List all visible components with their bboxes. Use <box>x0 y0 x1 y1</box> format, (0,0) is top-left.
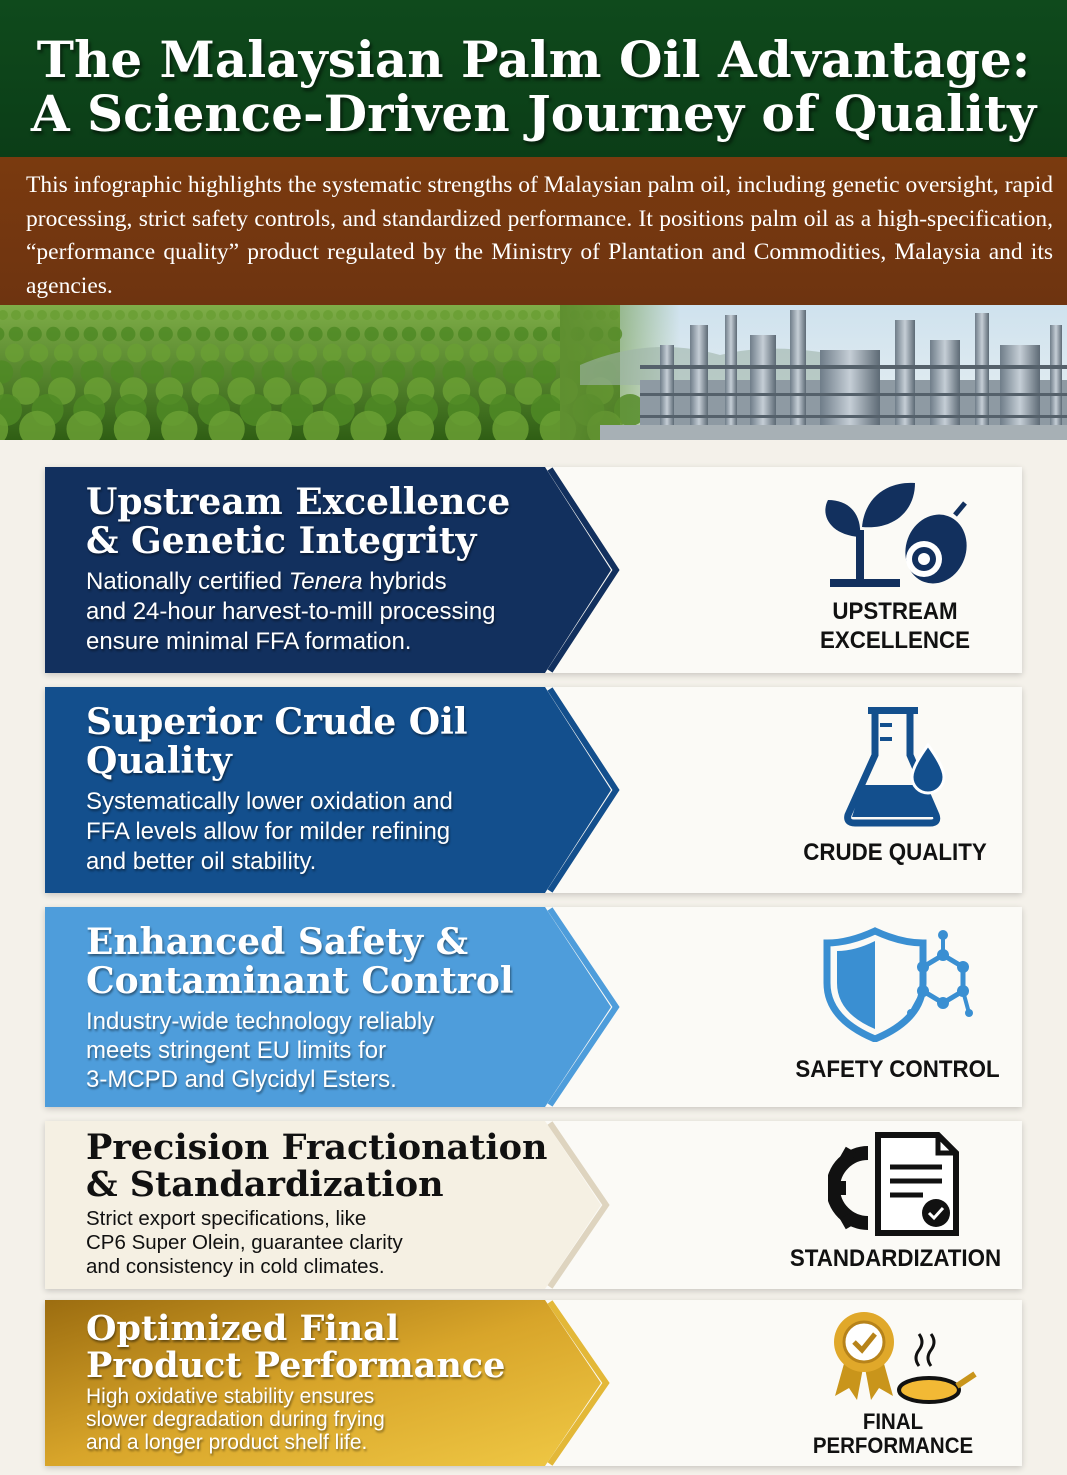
label-line-1: FINAL <box>862 1409 924 1434</box>
palm-tree-shape <box>201 344 220 363</box>
palm-tree-shape <box>141 360 164 383</box>
desc-text: High oxidative stability ensures <box>86 1385 375 1408</box>
card-safety-control <box>45 907 1022 1107</box>
palm-tree-shape <box>167 310 177 320</box>
palm-tree-shape <box>346 327 360 341</box>
palm-tree-shape <box>78 344 97 363</box>
palm-tree-shape <box>494 344 513 363</box>
palm-tree-shape <box>27 327 41 341</box>
card-title <box>86 483 510 561</box>
card-title <box>86 703 468 781</box>
palm-tree-shape <box>115 310 125 320</box>
card-title-line-2: Contaminant Control <box>86 960 514 1002</box>
palm-tree-shape <box>421 327 435 341</box>
palm-tree-shape <box>128 310 138 320</box>
palm-tree-shape <box>9 327 23 341</box>
palm-tree-shape <box>206 310 216 320</box>
palm-tree-shape <box>76 310 86 320</box>
palm-tree-shape <box>308 327 322 341</box>
card-title-line-1: Enhanced Safety & <box>86 921 469 963</box>
palm-tree-shape <box>158 327 172 341</box>
palm-tree-shape <box>297 310 307 320</box>
title-line-1: The Malaysian Palm Oil Advantage: <box>36 30 1031 89</box>
palm-tree-shape <box>533 327 547 341</box>
palm-tree-shape <box>176 344 195 363</box>
palm-tree-shape <box>215 327 229 341</box>
card-title-line-2: & Genetic Integrity <box>86 520 477 562</box>
palm-tree-shape <box>495 327 509 341</box>
palm-tree-shape <box>458 327 472 341</box>
desc-text: meets stringent EU limits for <box>86 1037 387 1064</box>
palm-tree-shape <box>349 310 359 320</box>
palm-tree-shape <box>50 310 60 320</box>
palm-tree-shape <box>274 344 293 363</box>
card-title-line-1: Precision Fractionation <box>86 1127 548 1168</box>
palm-tree-shape <box>323 344 342 363</box>
card-upstream-excellence <box>45 467 1022 673</box>
desc-text: Nationally certified <box>86 568 289 595</box>
palm-tree-shape <box>383 327 397 341</box>
label-line-1: STANDARDIZATION <box>789 1245 1002 1272</box>
palm-tree-shape <box>258 310 268 320</box>
intro-text: This infographic highlights the systematic strengths of Malaysian palm oil, including genetic oversight, rapid processing, strict safety controls, and standardized performance. It positions palm oil as a high-specification, “performance quality” product regulated by the Ministry of Plantation and Commodities, Malaysia and its agencies. <box>26 172 1053 299</box>
desc-text: and better oil stability. <box>86 848 317 875</box>
card-description <box>86 787 453 877</box>
palm-tree-shape <box>233 327 247 341</box>
palm-tree-shape <box>177 327 191 341</box>
palm-tree-shape <box>421 344 440 363</box>
palm-tree-shape <box>327 327 341 341</box>
desc-text: CP6 Super Olein, guarantee clarity <box>86 1231 403 1254</box>
palm-tree-shape <box>396 344 415 363</box>
label-line-1: SAFETY CONTROL <box>795 1056 1000 1083</box>
banner-illustration <box>0 305 1067 440</box>
palm-tree-shape <box>271 310 281 320</box>
desc-emphasis: Tenera <box>288 568 363 595</box>
card-title <box>86 923 514 1001</box>
palm-tree-shape <box>127 344 146 363</box>
palm-tree-shape <box>323 310 333 320</box>
palm-tree-shape <box>63 310 73 320</box>
palm-tree-shape <box>249 344 268 363</box>
palm-tree-shape <box>284 310 294 320</box>
palm-tree-shape <box>543 344 562 363</box>
palm-tree-shape <box>37 310 47 320</box>
palm-tree-shape <box>121 327 135 341</box>
palm-tree-shape <box>196 327 210 341</box>
desc-text: Strict export specifications, like <box>86 1207 367 1230</box>
desc-text: ensure minimal FFA formation. <box>86 628 412 655</box>
desc-text: and consistency in cold climates. <box>86 1255 385 1278</box>
palm-tree-shape <box>102 310 112 320</box>
palm-tree-shape <box>469 344 488 363</box>
card-description <box>86 1385 385 1454</box>
card-final-performance <box>45 1300 1022 1466</box>
desc-text: Industry-wide technology reliably <box>86 1008 435 1035</box>
desc-text: FFA levels allow for milder refining <box>86 818 451 845</box>
page-title <box>0 0 1067 141</box>
palm-tree-shape <box>152 344 171 363</box>
palm-tree-shape <box>362 310 372 320</box>
palm-tree-shape <box>439 327 453 341</box>
label-line-1: CRUDE QUALITY <box>803 839 987 866</box>
palm-tree-shape <box>24 310 34 320</box>
card-title-line-1: Superior Crude Oil <box>86 701 468 743</box>
palm-tree-shape <box>298 344 317 363</box>
palm-tree-shape <box>414 310 424 320</box>
award-frying-pan-icon <box>817 1308 977 1408</box>
card-crude-quality <box>45 687 1022 893</box>
flask-droplet-icon <box>840 705 950 830</box>
palm-tree-shape <box>102 327 116 341</box>
palm-tree-shape <box>225 344 244 363</box>
card-label <box>797 838 992 867</box>
palm-tree-shape <box>103 344 122 363</box>
card-label <box>793 1055 1002 1084</box>
label-line-1: UPSTREAM <box>832 598 958 625</box>
palm-tree-shape <box>514 327 528 341</box>
palm-tree-shape <box>479 310 489 320</box>
label-line-2: PERFORMANCE <box>812 1433 974 1458</box>
palm-tree-shape <box>11 310 21 320</box>
palm-tree-shape <box>84 327 98 341</box>
palm-tree-shape <box>154 310 164 320</box>
palm-tree-shape <box>505 310 515 320</box>
gear-certificate-icon <box>828 1131 963 1239</box>
intro-panel <box>0 157 1067 305</box>
card-title <box>86 1129 547 1203</box>
palm-tree-shape <box>427 310 437 320</box>
desc-text: slower degradation during frying <box>86 1408 385 1431</box>
title-line-2: A Science-Driven Journey of Quality <box>30 84 1037 143</box>
palm-tree-shape <box>445 344 464 363</box>
desc-text: and a longer product shelf life. <box>86 1431 368 1454</box>
desc-text: 3-MCPD and Glycidyl Esters. <box>86 1066 397 1093</box>
palm-tree-shape <box>375 310 385 320</box>
desc-text: hybrids <box>362 568 447 595</box>
card-standardization <box>45 1121 1022 1289</box>
palm-tree-shape <box>29 344 48 363</box>
palm-tree-shape <box>518 310 528 320</box>
card-title-line-1: Upstream Excellence <box>86 481 511 523</box>
palm-tree-shape <box>46 327 60 341</box>
palm-tree-shape <box>65 327 79 341</box>
card-label <box>786 1244 1005 1273</box>
palm-tree-shape <box>54 344 73 363</box>
shield-molecule-icon <box>823 927 973 1042</box>
card-description <box>86 567 496 657</box>
label-line-2: EXCELLENCE <box>819 627 971 654</box>
palm-tree-shape <box>271 327 285 341</box>
palm-tree-shape <box>492 310 502 320</box>
card-title-line-2: & Standardization <box>86 1164 444 1205</box>
palm-tree-shape <box>544 310 554 320</box>
palm-tree-shape <box>252 327 266 341</box>
card-description <box>86 1007 434 1094</box>
palm-tree-shape <box>531 310 541 320</box>
card-title-line-1: Optimized Final <box>86 1308 400 1349</box>
header <box>0 0 1067 157</box>
palm-tree-shape <box>290 327 304 341</box>
palm-tree-shape <box>140 327 154 341</box>
palm-tree-shape <box>180 310 190 320</box>
card-label <box>800 1410 986 1458</box>
palm-tree-shape <box>89 310 99 320</box>
palm-tree-shape <box>141 310 151 320</box>
palm-tree-shape <box>232 310 242 320</box>
palm-tree-shape <box>401 310 411 320</box>
palm-tree-shape <box>219 310 229 320</box>
palm-tree-shape <box>310 310 320 320</box>
palm-tree-shape <box>402 327 416 341</box>
palm-tree-shape <box>388 310 398 320</box>
palm-tree-shape <box>518 344 537 363</box>
sprout-palm-fruit-icon <box>820 475 970 595</box>
palm-tree-shape <box>466 310 476 320</box>
palm-tree-shape <box>372 344 391 363</box>
card-label <box>807 597 984 655</box>
card-description <box>86 1207 403 1279</box>
palm-tree-shape <box>453 310 463 320</box>
palm-tree-shape <box>347 344 366 363</box>
palm-tree-shape <box>477 327 491 341</box>
palm-tree-shape <box>440 310 450 320</box>
desc-text: and 24-hour harvest-to-mill processing <box>86 598 496 625</box>
plantation-refinery-banner <box>0 305 1067 440</box>
card-title-line-2: Product Performance <box>86 1345 506 1386</box>
card-title-line-2: Quality <box>86 740 232 782</box>
palm-tree-shape <box>5 344 24 363</box>
card-title <box>86 1310 505 1384</box>
palm-tree-shape <box>336 310 346 320</box>
palm-tree-shape <box>245 310 255 320</box>
palm-tree-shape <box>364 327 378 341</box>
desc-text: Systematically lower oxidation and <box>86 788 453 815</box>
palm-tree-shape <box>193 310 203 320</box>
